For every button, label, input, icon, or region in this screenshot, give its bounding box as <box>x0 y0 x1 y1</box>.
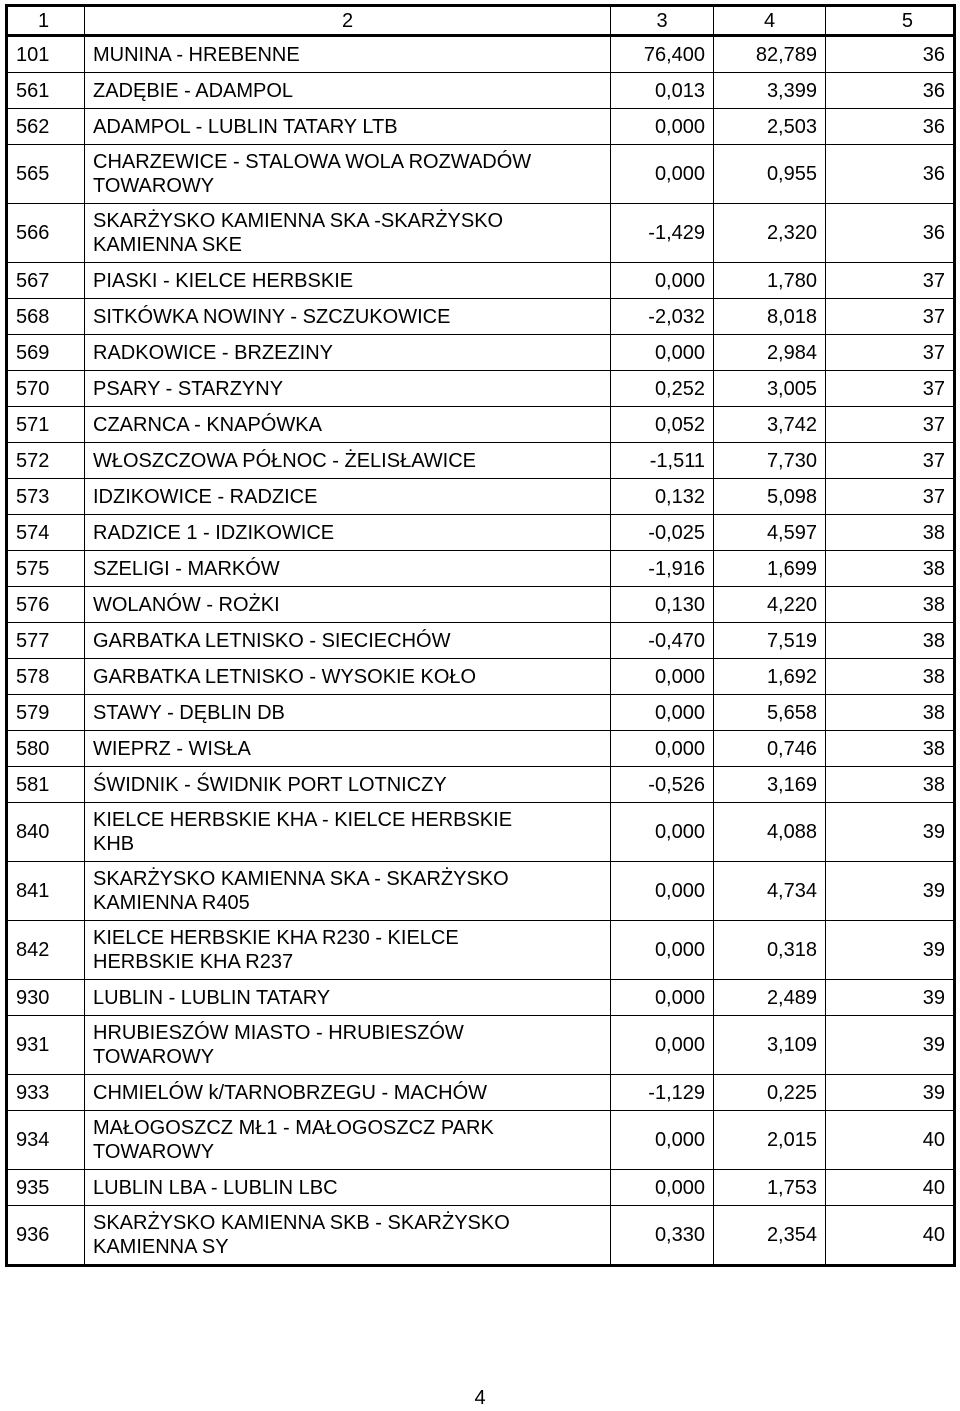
table-cell-c5: 39 <box>826 862 955 921</box>
line-name-part: TOWAROWY <box>93 175 215 197</box>
table-cell-nr: 574 <box>7 515 85 551</box>
line-name-part: KIELCE HERBSKIE KHA R230 - KIELCE <box>93 927 459 949</box>
table-row <box>7 803 955 862</box>
table-cell-name <box>85 299 611 335</box>
table-cell-name <box>85 109 611 145</box>
table-cell-c4: 2,503 <box>714 109 826 145</box>
table-cell-c4: 1,699 <box>714 551 826 587</box>
table-cell-c4: 2,015 <box>714 1111 826 1170</box>
table-cell-nr: 577 <box>7 623 85 659</box>
header-cell-5: 5 <box>826 6 955 36</box>
line-name-part: GARBATKA LETNISKO - SIECIECHÓW <box>93 629 451 652</box>
line-name-part: TOWAROWY <box>93 1046 215 1068</box>
table-cell-name <box>85 204 611 263</box>
page-number: 4 <box>474 1387 486 1409</box>
table-cell-c3: -1,129 <box>611 1075 714 1111</box>
line-name-part: ADAMPOL - LUBLIN TATARY LTB <box>93 115 398 138</box>
line-name-part: WIEPRZ - WISŁA <box>93 737 251 760</box>
table-cell-name <box>85 1170 611 1206</box>
line-name-part: KAMIENNA SKE <box>93 234 242 256</box>
table-cell-nr: 561 <box>7 73 85 109</box>
table-cell-name <box>85 36 611 73</box>
table-row <box>7 204 955 263</box>
table-cell-c3: -0,470 <box>611 623 714 659</box>
table-row <box>7 335 955 371</box>
header-cell-4: 4 <box>714 6 826 36</box>
table-row <box>7 73 955 109</box>
table-row <box>7 515 955 551</box>
table-cell-name <box>85 335 611 371</box>
table-cell-c4: 2,320 <box>714 204 826 263</box>
table-cell-nr: 566 <box>7 204 85 263</box>
table-cell-nr: 933 <box>7 1075 85 1111</box>
table-cell-name <box>85 1206 611 1266</box>
table-cell-name <box>85 862 611 921</box>
table-cell-nr: 934 <box>7 1111 85 1170</box>
table-cell-name <box>85 443 611 479</box>
table-cell-c3: 0,000 <box>611 862 714 921</box>
table-cell-c5: 38 <box>826 623 955 659</box>
table-cell-c3: 0,052 <box>611 407 714 443</box>
table-cell-c5: 37 <box>826 479 955 515</box>
table-cell-c5: 37 <box>826 335 955 371</box>
table-cell-c5: 37 <box>826 263 955 299</box>
table-cell-c4: 1,780 <box>714 263 826 299</box>
table-cell-c5: 38 <box>826 515 955 551</box>
table-row <box>7 623 955 659</box>
table-row <box>7 109 955 145</box>
table-row <box>7 862 955 921</box>
line-name-part: KHB <box>93 833 135 855</box>
table-cell-name <box>85 659 611 695</box>
table-cell-c5: 40 <box>826 1206 955 1266</box>
table-row <box>7 1170 955 1206</box>
table-cell-c5: 39 <box>826 1016 955 1075</box>
table-cell-c5: 36 <box>826 73 955 109</box>
table-cell-c5: 40 <box>826 1170 955 1206</box>
line-name-part: CZARNCA - KNAPÓWKA <box>93 413 322 436</box>
table-cell-name <box>85 623 611 659</box>
line-name-part: LUBLIN LBA - LUBLIN LBC <box>93 1176 338 1199</box>
table-cell-nr: 578 <box>7 659 85 695</box>
table-cell-name <box>85 803 611 862</box>
table-cell-c3: 0,000 <box>611 335 714 371</box>
table-cell-c5: 36 <box>826 204 955 263</box>
table-cell-c5: 36 <box>826 36 955 73</box>
table-cell-nr: 576 <box>7 587 85 623</box>
table-cell-nr: 565 <box>7 145 85 204</box>
table-cell-name <box>85 587 611 623</box>
table-cell-c4: 0,225 <box>714 1075 826 1111</box>
table-cell-c4: 7,730 <box>714 443 826 479</box>
line-name-part: PSARY - STARZYNY <box>93 377 284 400</box>
table-row <box>7 145 955 204</box>
line-name-part: LUBLIN - LUBLIN TATARY <box>93 986 331 1009</box>
table-cell-c3: 0,000 <box>611 659 714 695</box>
table-cell-nr: 562 <box>7 109 85 145</box>
table-cell-name <box>85 515 611 551</box>
table-row <box>7 587 955 623</box>
table-cell-c5: 38 <box>826 695 955 731</box>
table-cell-c5: 39 <box>826 803 955 862</box>
table-cell-nr: 101 <box>7 36 85 73</box>
table-cell-c4: 0,318 <box>714 921 826 980</box>
table-cell-name <box>85 980 611 1016</box>
line-name-part: HRUBIESZÓW MIASTO - HRUBIESZÓW <box>93 1022 464 1044</box>
table-cell-nr: 581 <box>7 767 85 803</box>
table-cell-c4: 3,399 <box>714 73 826 109</box>
table-row <box>7 551 955 587</box>
line-name-part: IDZIKOWICE - RADZICE <box>93 485 318 508</box>
line-table <box>5 4 956 1267</box>
table-cell-c3: -0,025 <box>611 515 714 551</box>
table-row <box>7 1075 955 1111</box>
table-cell-c5: 39 <box>826 921 955 980</box>
table-cell-c5: 38 <box>826 731 955 767</box>
header-cell-3: 3 <box>611 6 714 36</box>
table-cell-name <box>85 1075 611 1111</box>
table-cell-nr: 842 <box>7 921 85 980</box>
table-cell-c3: 0,000 <box>611 1111 714 1170</box>
table-cell-c4: 5,658 <box>714 695 826 731</box>
table-cell-c5: 38 <box>826 659 955 695</box>
table-cell-c3: -1,916 <box>611 551 714 587</box>
header-cell-1: 1 <box>7 6 85 36</box>
table-cell-c4: 4,734 <box>714 862 826 921</box>
table-cell-c5: 37 <box>826 443 955 479</box>
table-cell-c4: 0,955 <box>714 145 826 204</box>
header-cell-2: 2 <box>85 6 611 36</box>
table-cell-c3: 0,000 <box>611 1170 714 1206</box>
table-cell-nr: 931 <box>7 1016 85 1075</box>
table-cell-c4: 8,018 <box>714 299 826 335</box>
table-cell-c4: 2,354 <box>714 1206 826 1266</box>
table-cell-c4: 0,746 <box>714 731 826 767</box>
line-name-part: PIASKI - KIELCE HERBSKIE <box>93 269 354 292</box>
line-name-part: SZELIGI - MARKÓW <box>93 557 280 580</box>
line-name-part: CHMIELÓW k/TARNOBRZEGU - MACHÓW <box>93 1081 488 1104</box>
table-cell-nr: 936 <box>7 1206 85 1266</box>
table-cell-c3: 0,252 <box>611 371 714 407</box>
table-cell-c3: 0,000 <box>611 731 714 767</box>
table-cell-c3: 0,132 <box>611 479 714 515</box>
table-cell-name <box>85 1016 611 1075</box>
table-cell-c5: 37 <box>826 371 955 407</box>
table-cell-nr: 840 <box>7 803 85 862</box>
table-cell-c4: 4,088 <box>714 803 826 862</box>
table-cell-name <box>85 921 611 980</box>
line-name-part: MAŁOGOSZCZ MŁ1 - MAŁOGOSZCZ PARK <box>93 1117 494 1139</box>
table-cell-c4: 2,489 <box>714 980 826 1016</box>
line-name-part: ZADĘBIE - ADAMPOL <box>93 79 294 102</box>
table-row <box>7 980 955 1016</box>
table-cell-c4: 1,753 <box>714 1170 826 1206</box>
line-name-part: RADZICE 1 - IDZIKOWICE <box>93 521 335 544</box>
table-row <box>7 695 955 731</box>
table-row <box>7 659 955 695</box>
table-cell-name <box>85 263 611 299</box>
table-cell-c3: 0,130 <box>611 587 714 623</box>
table-cell-c3: 0,000 <box>611 921 714 980</box>
table-cell-c3: -1,511 <box>611 443 714 479</box>
table-cell-c4: 1,692 <box>714 659 826 695</box>
table-cell-nr: 572 <box>7 443 85 479</box>
table-cell-c5: 38 <box>826 587 955 623</box>
table-cell-c4: 2,984 <box>714 335 826 371</box>
table-row <box>7 479 955 515</box>
line-name-part: MUNINA - HREBENNE <box>93 43 300 66</box>
table-cell-c3: -0,526 <box>611 767 714 803</box>
table-cell-c5: 37 <box>826 299 955 335</box>
table-cell-nr: 569 <box>7 335 85 371</box>
line-name-part: SKARŻYSKO KAMIENNA SKA - SKARŻYSKO <box>93 868 509 890</box>
table-row <box>7 1111 955 1170</box>
line-name-part: GARBATKA LETNISKO - WYSOKIE KOŁO <box>93 665 477 688</box>
table-cell-c4: 4,220 <box>714 587 826 623</box>
table-cell-c5: 36 <box>826 145 955 204</box>
table-cell-name <box>85 767 611 803</box>
table-cell-c3: -1,429 <box>611 204 714 263</box>
line-name-part: WŁOSZCZOWA PÓŁNOC - ŻELISŁAWICE <box>93 449 477 472</box>
table-cell-c5: 39 <box>826 980 955 1016</box>
line-name-part: ŚWIDNIK - ŚWIDNIK PORT LOTNICZY <box>93 773 447 796</box>
table-cell-name <box>85 371 611 407</box>
table-cell-c4: 3,109 <box>714 1016 826 1075</box>
table-row <box>7 767 955 803</box>
table-row <box>7 263 955 299</box>
line-name-part: CHARZEWICE - STALOWA WOLA ROZWADÓW <box>93 151 532 173</box>
table-cell-nr: 579 <box>7 695 85 731</box>
table-cell-nr: 575 <box>7 551 85 587</box>
table-row <box>7 407 955 443</box>
line-name-part: KAMIENNA R405 <box>93 892 250 914</box>
table-row <box>7 921 955 980</box>
table-cell-c3: 0,013 <box>611 73 714 109</box>
line-name-part: SKARŻYSKO KAMIENNA SKB - SKARŻYSKO <box>93 1212 510 1234</box>
table-cell-c5: 40 <box>826 1111 955 1170</box>
table-cell-name <box>85 695 611 731</box>
table-row <box>7 299 955 335</box>
table-row <box>7 36 955 73</box>
table-cell-name <box>85 1111 611 1170</box>
line-name-part: KIELCE HERBSKIE KHA - KIELCE HERBSKIE <box>93 809 513 831</box>
table-cell-c5: 37 <box>826 407 955 443</box>
table-cell-name <box>85 731 611 767</box>
table-cell-c4: 3,169 <box>714 767 826 803</box>
line-name-part: SKARŻYSKO KAMIENNA SKA -SKARŻYSKO <box>93 210 504 232</box>
table-row <box>7 731 955 767</box>
header-row <box>7 6 955 36</box>
table-cell-nr: 841 <box>7 862 85 921</box>
table-cell-c3: 0,000 <box>611 145 714 204</box>
table-cell-c5: 38 <box>826 767 955 803</box>
table-cell-name <box>85 145 611 204</box>
table-cell-name <box>85 479 611 515</box>
table-cell-nr: 567 <box>7 263 85 299</box>
table-row <box>7 1206 955 1266</box>
table-cell-c4: 5,098 <box>714 479 826 515</box>
table-cell-c4: 82,789 <box>714 36 826 73</box>
line-name-part: RADKOWICE - BRZEZINY <box>93 341 334 364</box>
table-cell-c3: 0,000 <box>611 109 714 145</box>
table-cell-name <box>85 407 611 443</box>
table-cell-c5: 36 <box>826 109 955 145</box>
table-body <box>7 6 955 1266</box>
line-name-part: TOWAROWY <box>93 1141 215 1163</box>
table-cell-c4: 7,519 <box>714 623 826 659</box>
table-cell-c5: 38 <box>826 551 955 587</box>
table-cell-c3: 0,000 <box>611 263 714 299</box>
table-cell-c3: 0,000 <box>611 980 714 1016</box>
table-cell-nr: 570 <box>7 371 85 407</box>
line-name-part: WOLANÓW - ROŻKI <box>93 593 280 616</box>
table-row <box>7 371 955 407</box>
table-cell-nr: 580 <box>7 731 85 767</box>
table-cell-c4: 4,597 <box>714 515 826 551</box>
table-cell-c3: 0,000 <box>611 695 714 731</box>
table-cell-nr: 571 <box>7 407 85 443</box>
line-name-part: STAWY - DĘBLIN DB <box>93 701 285 724</box>
table-cell-c4: 3,005 <box>714 371 826 407</box>
table-cell-c5: 39 <box>826 1075 955 1111</box>
table-cell-name <box>85 551 611 587</box>
table-cell-nr: 568 <box>7 299 85 335</box>
table-row <box>7 443 955 479</box>
table-cell-c3: 0,330 <box>611 1206 714 1266</box>
table-cell-c4: 3,742 <box>714 407 826 443</box>
table-cell-c3: -2,032 <box>611 299 714 335</box>
table-cell-nr: 935 <box>7 1170 85 1206</box>
table-cell-nr: 930 <box>7 980 85 1016</box>
line-name-part: SITKÓWKA NOWINY - SZCZUKOWICE <box>93 305 451 328</box>
line-name-part: KAMIENNA SY <box>93 1236 229 1258</box>
table-cell-nr: 573 <box>7 479 85 515</box>
table-cell-c3: 0,000 <box>611 803 714 862</box>
line-name-part: HERBSKIE KHA R237 <box>93 951 294 973</box>
table-cell-c3: 0,000 <box>611 1016 714 1075</box>
table-row <box>7 1016 955 1075</box>
table-cell-name <box>85 73 611 109</box>
table-cell-c3: 76,400 <box>611 36 714 73</box>
